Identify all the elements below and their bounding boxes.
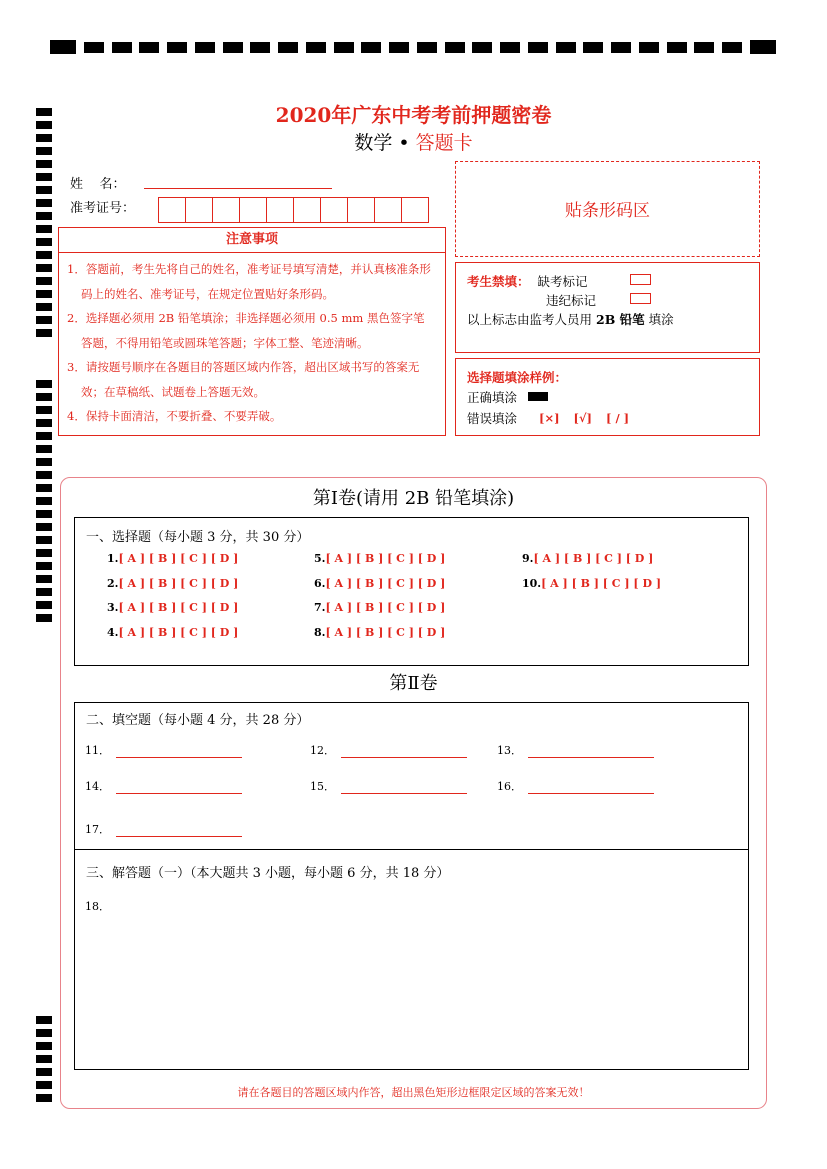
sample-box bbox=[455, 358, 760, 436]
sample-title: 选择题填涂样例： bbox=[467, 370, 568, 385]
answer-options[interactable]: [ A ] [ B ] [ C ] [ D ] bbox=[325, 577, 446, 590]
question-number: 1. bbox=[107, 552, 119, 565]
id-label: 准考证号： bbox=[70, 201, 136, 216]
question-number: 12． bbox=[310, 744, 335, 757]
answer-options[interactable]: [ A ] [ B ] [ C ] [ D ] bbox=[325, 626, 446, 639]
answer-line[interactable] bbox=[341, 745, 467, 758]
answer-line[interactable] bbox=[116, 745, 242, 758]
question-number: 15． bbox=[310, 780, 335, 793]
answer-line[interactable] bbox=[116, 824, 242, 837]
fill-question[interactable] bbox=[85, 778, 242, 794]
answer-options[interactable]: [ A ] [ B ] [ C ] [ D ] bbox=[325, 601, 446, 614]
mcq-question[interactable] bbox=[314, 552, 445, 565]
notice-item: 3．请按题号顺序在各题目的答题区域内作答，超出区域书写的答案无效；在草稿纸、试题卷上答题无效。 bbox=[67, 360, 420, 399]
wrong-mark-check: [√] bbox=[573, 411, 592, 425]
question-number: 6. bbox=[314, 577, 326, 590]
mcq-question[interactable] bbox=[522, 552, 653, 565]
solve-section-title: 三、解答题（一）（本大题共 3 小题，每小题 6 分，共 18 分） bbox=[86, 866, 450, 881]
id-cell[interactable] bbox=[212, 197, 240, 223]
answer-options[interactable]: [ A ] [ B ] [ C ] [ D ] bbox=[118, 552, 239, 565]
forbidden-note-bold: 2B 铅笔 bbox=[596, 312, 645, 327]
question-number: 3. bbox=[107, 601, 119, 614]
forbidden-label-row bbox=[467, 272, 588, 290]
question-number: 11． bbox=[85, 744, 110, 757]
subtitle-dot: • bbox=[398, 132, 410, 154]
question-number: 16． bbox=[497, 780, 522, 793]
correct-fill-sample bbox=[528, 392, 548, 401]
page-subtitle bbox=[0, 128, 827, 155]
answer-options[interactable]: [ A ] [ B ] [ C ] [ D ] bbox=[325, 552, 446, 565]
violation-mark-box[interactable] bbox=[630, 293, 651, 304]
question-number: 4. bbox=[107, 626, 119, 639]
question-number: 2. bbox=[107, 577, 119, 590]
answer-options[interactable]: [ A ] [ B ] [ C ] [ D ] bbox=[118, 626, 239, 639]
answer-options[interactable]: [ A ] [ B ] [ C ] [ D ] bbox=[118, 601, 239, 614]
top-registration-marks bbox=[50, 40, 776, 54]
id-cell[interactable] bbox=[320, 197, 348, 223]
absent-label: 缺考标记 bbox=[537, 274, 588, 289]
notice-item: 2．选择题必须用 2B 铅笔填涂；非选择题必须用 0.5 mm 黑色签字笔答题，不得用铅笔或圆珠笔答题；字体工整、笔迹清晰。 bbox=[67, 311, 425, 350]
fill-question[interactable] bbox=[497, 742, 654, 758]
mcq-question[interactable] bbox=[107, 626, 238, 639]
notice-title: 注意事项 bbox=[59, 228, 445, 253]
question-number: 10. bbox=[522, 577, 542, 590]
section-divider bbox=[75, 849, 748, 850]
mcq-section-title: 一、选择题（每小题 3 分，共 30 分） bbox=[86, 530, 310, 545]
mcq-question[interactable] bbox=[522, 577, 661, 590]
notice-item: 4．保持卡面清洁，不要折叠、不要弄破。 bbox=[67, 409, 282, 423]
question-number: 9. bbox=[522, 552, 534, 565]
id-cell[interactable] bbox=[401, 197, 429, 223]
mcq-question[interactable] bbox=[107, 552, 238, 565]
answer-line[interactable] bbox=[341, 781, 467, 794]
subtitle-card: 答题卡 bbox=[415, 132, 473, 154]
id-cell[interactable] bbox=[239, 197, 267, 223]
fill-question[interactable] bbox=[310, 742, 467, 758]
id-cell[interactable] bbox=[185, 197, 213, 223]
wrong-marks bbox=[539, 411, 629, 425]
answer-line[interactable] bbox=[116, 781, 242, 794]
fill-question[interactable] bbox=[85, 742, 242, 758]
fill-question[interactable] bbox=[85, 821, 242, 837]
page-title: 2020年广东中考考前押题密卷 bbox=[275, 103, 552, 127]
violation-label: 违纪标记 bbox=[546, 293, 597, 308]
solve-answer-area[interactable] bbox=[108, 895, 738, 1060]
wrong-mark-slash: [ / ] bbox=[606, 411, 630, 425]
sample-correct-label: 正确填涂 bbox=[467, 390, 518, 405]
question-number: 5. bbox=[314, 552, 326, 565]
id-cell[interactable] bbox=[158, 197, 186, 223]
forbidden-label: 考生禁填： bbox=[467, 274, 530, 289]
barcode-label: 贴条形码区 bbox=[565, 201, 650, 221]
question-number: 14． bbox=[85, 780, 110, 793]
mcq-question[interactable] bbox=[107, 601, 238, 614]
solve-question-number: 18． bbox=[85, 900, 110, 913]
absent-mark-box[interactable] bbox=[630, 274, 651, 285]
forbidden-note bbox=[467, 310, 674, 328]
id-cell[interactable] bbox=[347, 197, 375, 223]
id-cell[interactable] bbox=[293, 197, 321, 223]
mcq-question[interactable] bbox=[107, 577, 238, 590]
footer-note: 请在各题目的答题区域内作答，超出黑色矩形边框限定区域的答案无效！ bbox=[237, 1086, 590, 1099]
barcode-area bbox=[455, 161, 760, 257]
id-cell[interactable] bbox=[266, 197, 294, 223]
fill-question[interactable] bbox=[310, 778, 467, 794]
part2-title: 第Ⅱ卷 bbox=[389, 673, 438, 694]
answer-options[interactable]: [ A ] [ B ] [ C ] [ D ] bbox=[533, 552, 654, 565]
part1-title: 第Ⅰ卷(请用 2B 铅笔填涂) bbox=[312, 488, 515, 509]
fill-section-title: 二、填空题（每小题 4 分，共 28 分） bbox=[86, 713, 310, 728]
notice-box bbox=[58, 227, 446, 436]
fill-question[interactable] bbox=[497, 778, 654, 794]
mcq-box bbox=[74, 517, 749, 666]
wrong-mark-cross: [×] bbox=[539, 411, 560, 425]
name-field[interactable] bbox=[144, 188, 332, 189]
forbidden-box bbox=[455, 262, 760, 353]
subtitle-subject: 数学 bbox=[354, 132, 393, 154]
question-number: 13． bbox=[497, 744, 522, 757]
forbidden-note-prefix: 以上标志由监考人员用 bbox=[467, 312, 593, 327]
sample-wrong-label: 错误填涂 bbox=[467, 411, 518, 426]
question-number: 8. bbox=[314, 626, 326, 639]
answer-options[interactable]: [ A ] [ B ] [ C ] [ D ] bbox=[541, 577, 662, 590]
question-number: 17． bbox=[85, 823, 110, 836]
answer-line[interactable] bbox=[528, 781, 654, 794]
id-cell[interactable] bbox=[374, 197, 402, 223]
mcq-question[interactable] bbox=[314, 577, 445, 590]
mcq-question[interactable] bbox=[314, 626, 445, 639]
name-label: 姓 名： bbox=[70, 177, 126, 192]
answer-line[interactable] bbox=[528, 745, 654, 758]
notice-item: 1．答题前，考生先将自己的姓名，准考证号填写清楚，并认真核准条形码上的姓名、准考证号，在规定位置贴好条形码。 bbox=[67, 262, 431, 301]
question-number: 7. bbox=[314, 601, 326, 614]
answer-options[interactable]: [ A ] [ B ] [ C ] [ D ] bbox=[118, 577, 239, 590]
id-number-cells[interactable] bbox=[158, 197, 428, 223]
forbidden-note-suffix: 填涂 bbox=[648, 312, 674, 327]
mcq-question[interactable] bbox=[314, 601, 445, 614]
notice-list bbox=[59, 253, 445, 429]
